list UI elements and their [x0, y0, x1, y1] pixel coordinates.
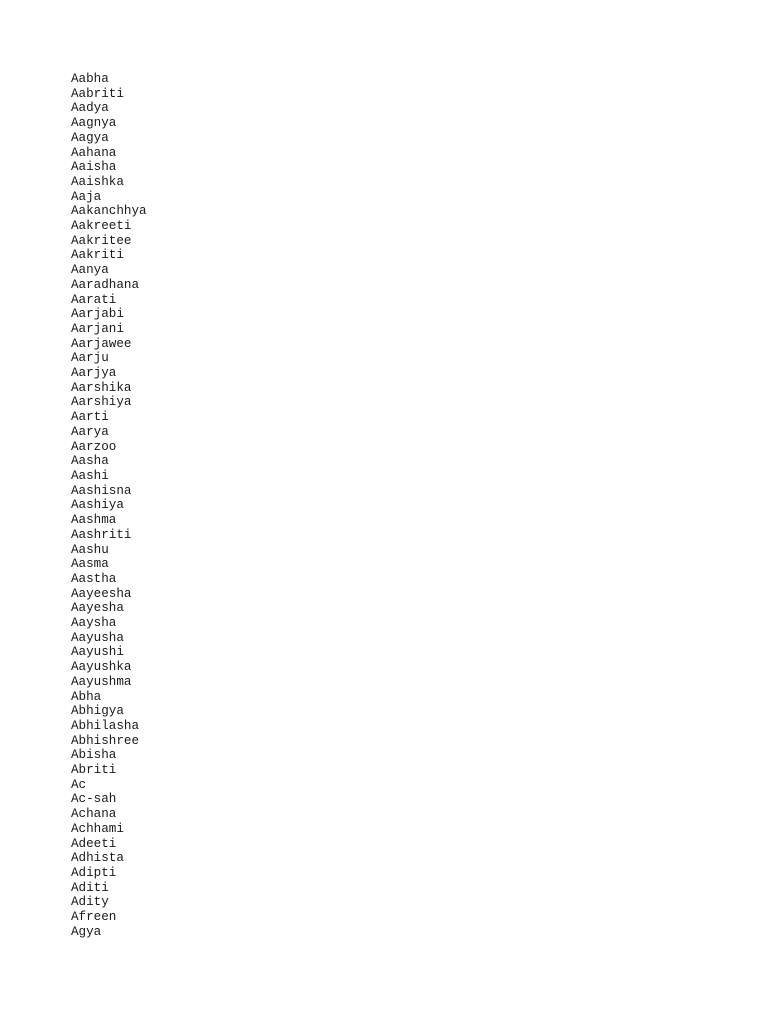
name-list-item: Aastha [71, 571, 117, 586]
name-list-item: Achana [71, 807, 117, 822]
name-list-item: Aarati [71, 292, 117, 307]
name-list-item: Aarya [71, 424, 109, 439]
name-list-item: Aaja [71, 189, 102, 204]
name-list-item: Ac-sah [71, 792, 117, 807]
name-list-item: Aarzoo [71, 439, 117, 454]
name-list-item: Abhigya [71, 704, 124, 719]
name-list-item: Aakriti [71, 248, 124, 263]
name-list-item: Aayushi [71, 645, 124, 660]
name-list-item: Aayeesha [71, 586, 132, 601]
name-list-item: Aaishka [71, 174, 124, 189]
name-list-item: Adity [71, 895, 109, 910]
name-list-item: Aarshiya [71, 395, 132, 410]
name-list-item: Abisha [71, 748, 117, 763]
name-list-item: Aashi [71, 468, 109, 483]
name-list-item: Adipti [71, 865, 117, 880]
name-list-item: Aarti [71, 410, 109, 425]
name-list-item: Adhista [71, 851, 124, 866]
name-list-item: Abhishree [71, 733, 140, 748]
name-list-item: Aabriti [71, 86, 124, 101]
name-list-item: Aditi [71, 880, 109, 895]
name-list-item: Abriti [71, 763, 117, 778]
name-list-item: Agya [71, 924, 102, 939]
name-list-item: Aarshika [71, 380, 132, 395]
name-list-item: Aadya [71, 101, 109, 116]
name-list-item: Aasha [71, 454, 109, 469]
name-list-item: Aashriti [71, 527, 132, 542]
name-list-item: Aagnya [71, 116, 117, 131]
name-list-item: Aashu [71, 542, 109, 557]
name-list-item: Aaysha [71, 616, 117, 631]
name-list-item: Aaisha [71, 160, 117, 175]
name-list-item: Adeeti [71, 836, 117, 851]
name-list-item: Abha [71, 689, 102, 704]
name-list-item: Aarjya [71, 366, 117, 381]
name-list-item: Aakritee [71, 233, 132, 248]
name-list-item: Aarjawee [71, 336, 132, 351]
name-list-item: Aanya [71, 263, 109, 278]
name-list-item: Aashma [71, 513, 117, 528]
name-list-item: Aabha [71, 72, 109, 86]
name-list-item: Aasma [71, 557, 109, 572]
name-list-item: Achhami [71, 821, 124, 836]
name-list-item: Aayesha [71, 601, 124, 616]
name-list-item: Aashisna [71, 483, 132, 498]
name-list-item: Aayushka [71, 660, 132, 675]
name-list-item: Aagya [71, 130, 109, 145]
name-list-item: Aarjani [71, 321, 124, 336]
name-list-item: Aakreeti [71, 219, 132, 234]
name-list-item: Aarju [71, 351, 109, 366]
name-list-item: Aayusha [71, 630, 124, 645]
name-list-item: Aahana [71, 145, 117, 160]
name-list-item: Ac [71, 777, 87, 792]
name-list-item: Aarjabi [71, 307, 124, 322]
name-list-item: Aayushma [71, 674, 132, 689]
name-list [71, 72, 147, 939]
name-list-item: Abhilasha [71, 718, 140, 733]
name-list-item: Aakanchhya [71, 204, 147, 219]
name-list-item: Afreen [71, 910, 117, 925]
name-list-item: Aashiya [71, 498, 124, 513]
name-list-item: Aaradhana [71, 277, 140, 292]
